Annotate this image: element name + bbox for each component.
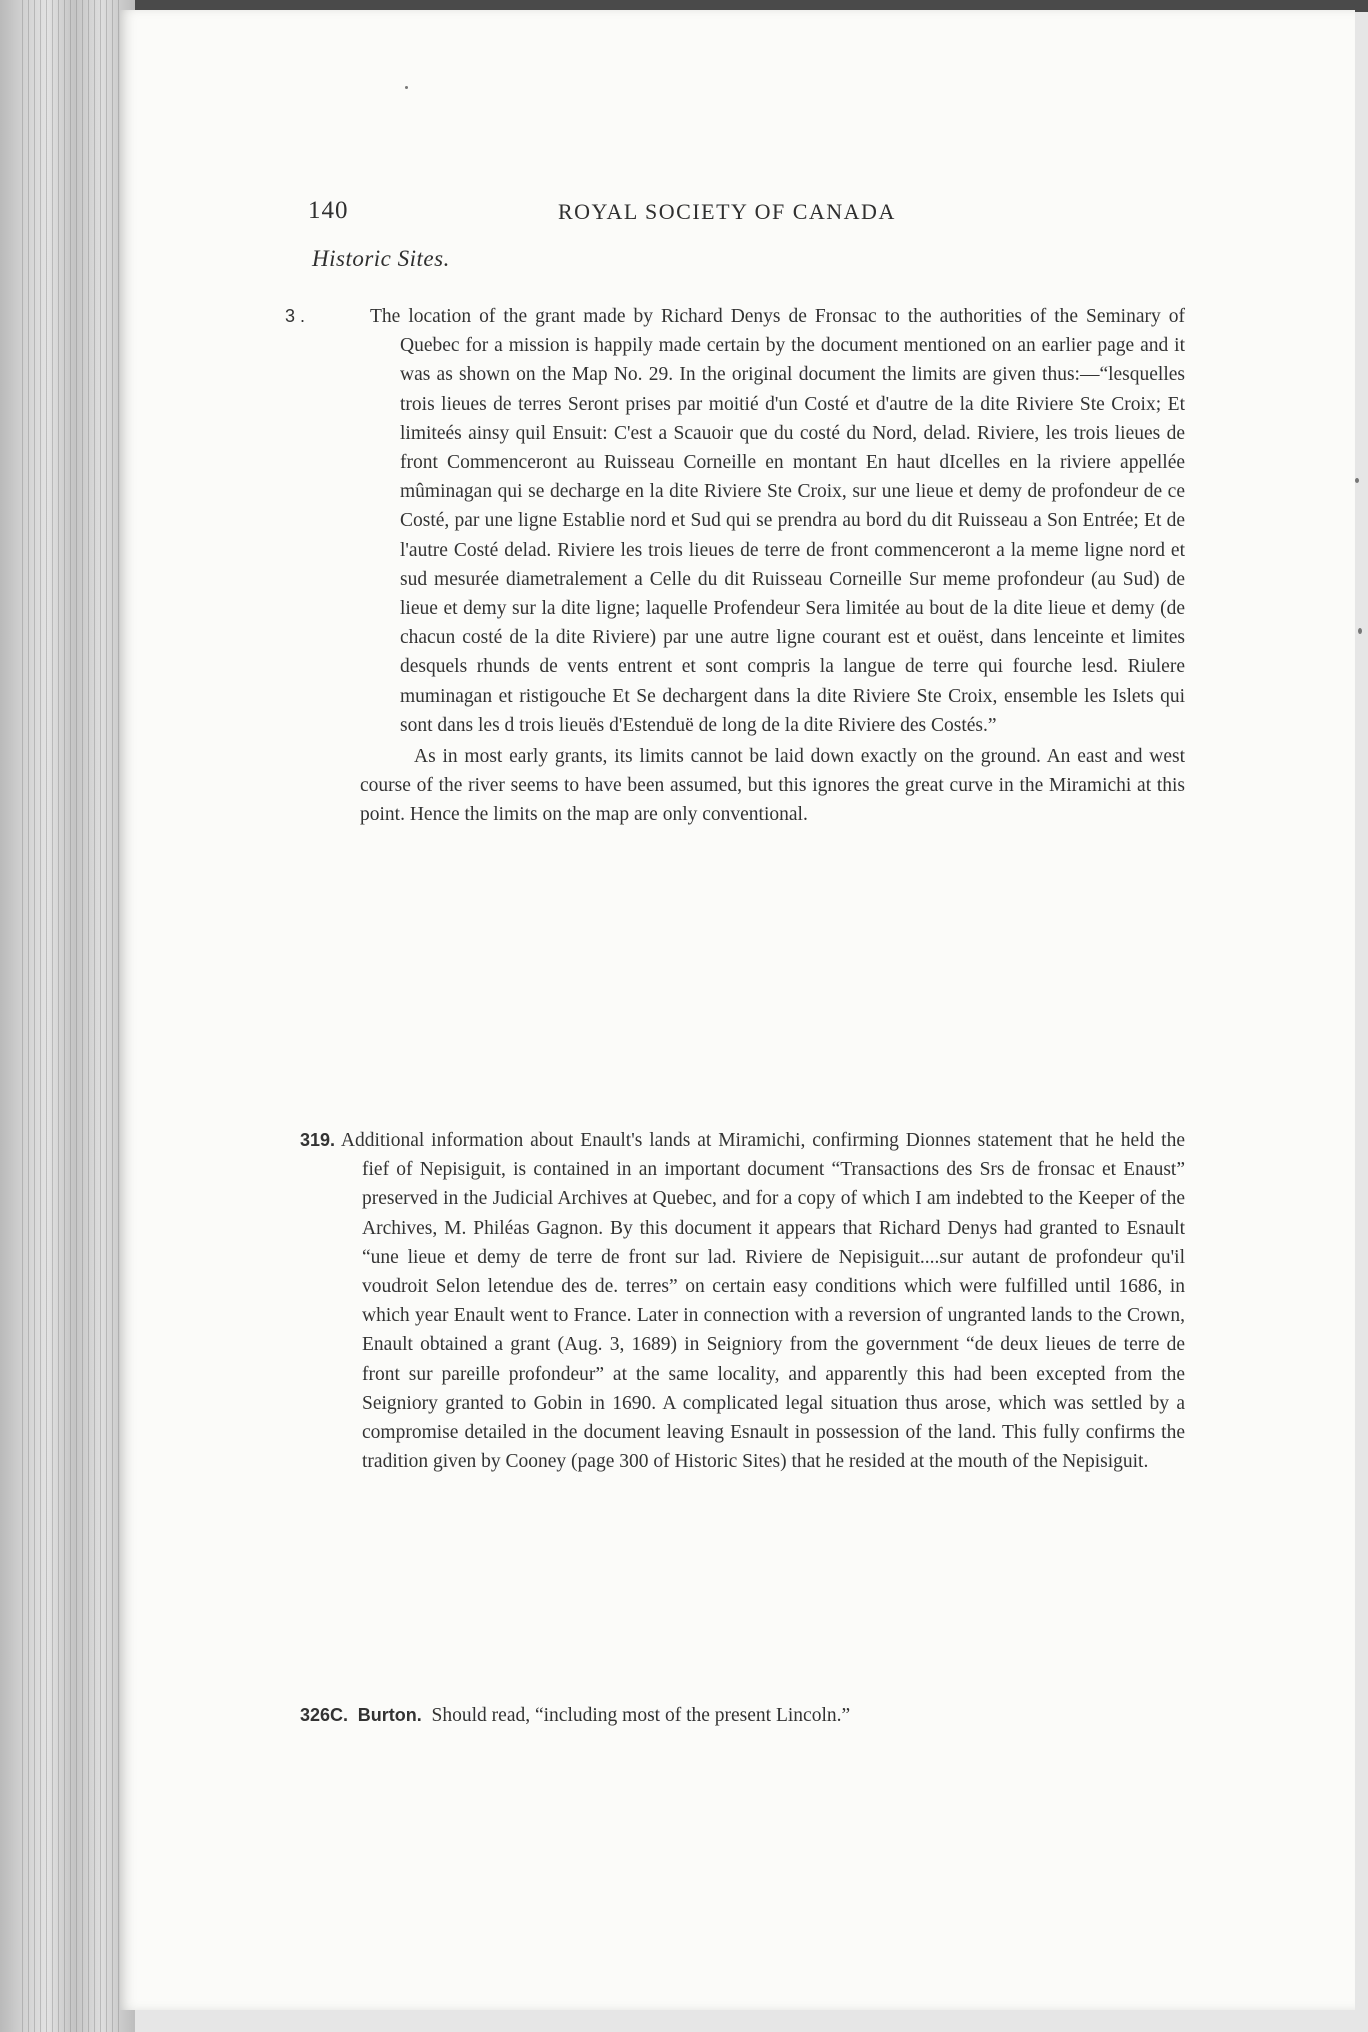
scan-speck [1355,478,1359,483]
entry-text: Should read, “including most of the present Lincoln.” [431,1705,851,1726]
entry [360,302,1185,830]
entry-paragraph [300,1701,1185,1730]
page-number: 140 [308,197,349,224]
entry-paragraph [360,742,1185,830]
entry-number: 319. [300,1130,336,1150]
scan-speck [1358,628,1362,634]
running-head: ROYAL SOCIETY OF CANADA [558,199,896,224]
entry-paragraph [300,1126,1185,1476]
entry-text: The location of the grant made by Richard Denys de Fronsac to the authorities of the Seminary of Quebec for a mission is happily made certain by the document mentioned on an earlier page and it was as shown on the Map No. 29. In the original document the limits are given thus:—“lesquelles trois lieues de terres Seront prises par moitié d'un Costé et d'autre de la dite Riviere Ste Croix; Et limiteés ainsy quil Ensuit: C'est a Scauoir que du costé du Nord, delad. Riviere, les trois lieues de front Commenceront au Ruisseau Corneille en montant En haut dIcelles en la riviere appellée mûminagan qui se decharge en la dite Riviere Ste Croix, sur une lieue et demy de profondeur de ce Costé, par une ligne Establie nord et Sud qui se prendra au bord du dit Ruisseau a Son Entrée; Et de l'autre Costé delad. Riviere les trois lieues de terre de front commenceront a la meme ligne nord et sud mesurée diametralement a Celle du dit Ruisseau Corneille Sur meme profondeur (au Sud) de lieue et demy sur la dite ligne; laquelle Profendeur Sera limitée au bout de la dite lieue et demy (de chacun costé de la dite Riviere) par une autre ligne courant est et ouëst, dans lenceinte et limites desquels rhunds de vents entrent et sont compris la langue de terre qui fourche lesd. Riulere muminagan et ristigouche Et Se dechargent dans la dite Riviere Ste Croix, ensemble les Islets qui sont dans les d trois lieuës d'Estenduë de long de la dite Riviere des Costés.” [370,306,1185,736]
section-label: Historic Sites. [312,246,450,271]
book-page-edges [0,0,135,2032]
entry-number: 326C. [300,1705,349,1725]
entry-text: As in most early grants, its limits cannot be laid down exactly on the ground. An east and west course of the river seems to have been assumed, but this ignores the great curve in the Miramichi at this point. Hence the limits on the map are only conventional. [360,746,1185,826]
page-header [308,197,1188,233]
entry-paragraph [370,302,1185,740]
entry [300,1701,1185,1730]
entry-heading: Burton. [357,1705,422,1725]
scan-speck [405,86,408,89]
entry [300,1126,1185,1476]
entry-text: Additional information about Enault's lands at Miramichi, confirming Dionnes statement that he held the fief of Nepisiguit, is contained in an important document “Transactions des Srs de fronsac et Enaust” preserved in the Judicial Archives at Quebec, and for a copy of which I am indebted to the Keeper of the Archives, M. Philéas Gagnon. By this document it appears that Richard Denys had granted to Esnault “une lieue et demy de terre de front sur lad. Riviere de Nepisiguit....sur autant de profondeur qu'il voudroit Selon letendue des de. terres” on certain easy conditions which were fulfilled until 1686, in which year Enault went to France. Later in connection with a reversion of ungranted lands to the Crown, Enault obtained a grant (Aug. 3, 1689) in Seigniory from the government “de deux lieues de terre de front sur pareille profondeur” at the same locality, and apparently this had been excepted from the Seigniory granted to Gobin in 1690. A complicated legal situation thus arose, which was settled by a compromise detailed in the document leaving Esnault in possession of the land. This fully confirms the tradition given by Cooney (page 300 of Historic Sites) that he resided at the mouth of the Nepisiguit. [340,1130,1185,1473]
